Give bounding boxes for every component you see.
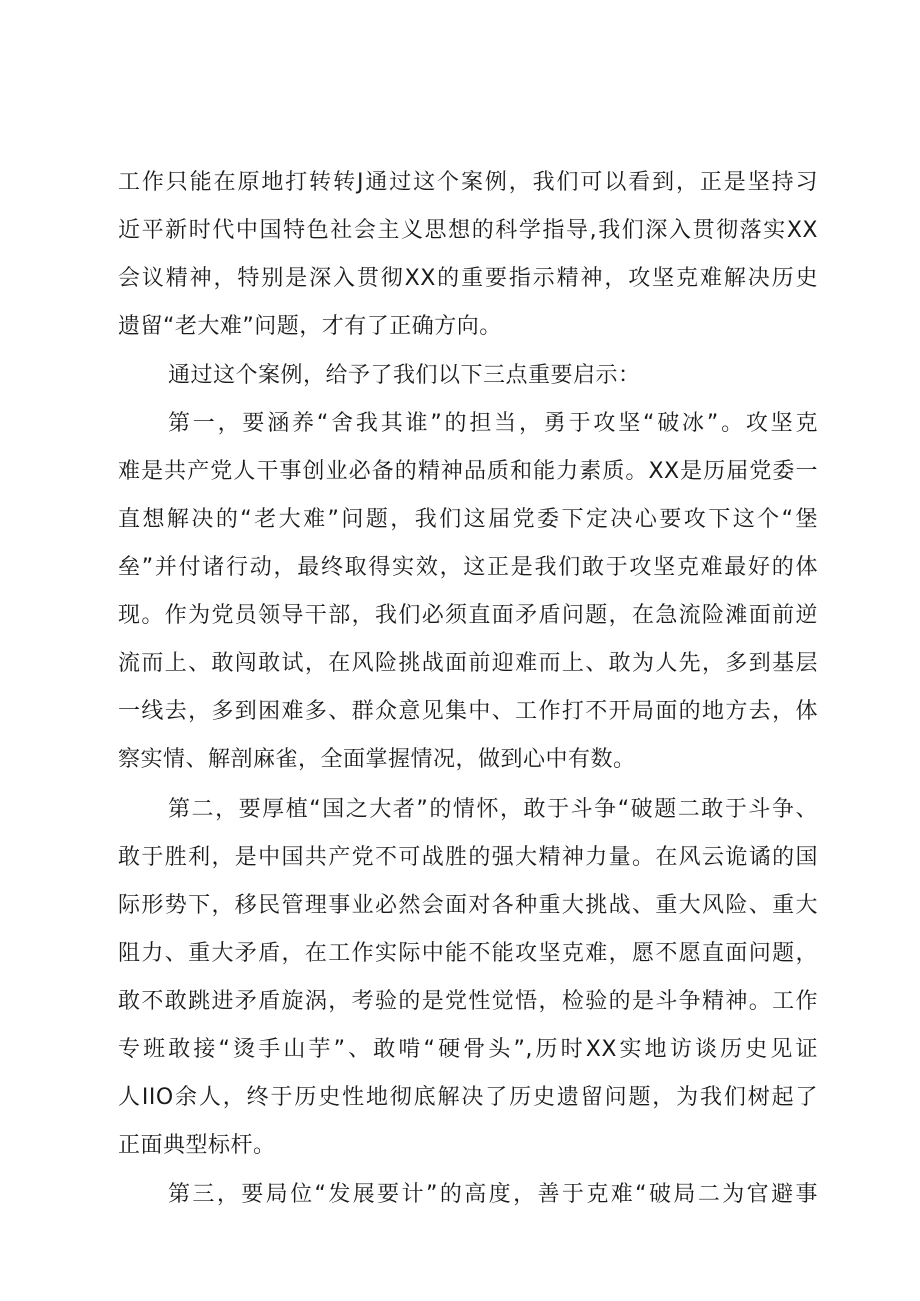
text-line: 现。作为党员领导干部，我们必须直面矛盾问题，在急流险滩面前逆: [118, 603, 818, 628]
text-line: 察实情、解剖麻雀，全面掌握情况，做到心中有数。: [118, 747, 636, 772]
text-line: 人IIO余人，终于历史性地彻底解决了历史遗留问题，为我们树起了: [118, 1085, 818, 1110]
point-three-heading-line: 第三，要局位“发展要计”的高度，善于克难“破局二为官避事: [168, 1182, 818, 1207]
text-line: 敢于胜利，是中国共产党不可战胜的强大精神力量。在风云诡谲的国: [118, 845, 818, 870]
point-two-heading-line: 第二，要厚植“国之大者”的情怀，敢于斗争“破题二敢于斗争、: [168, 797, 818, 822]
text-line: 流而上、敢闯敢试，在风险挑战面前迎难而上、敢为人先，多到基层: [118, 651, 818, 676]
text-line: 一线去，多到困难多、群众意见集中、工作打不开局面的地方去，体: [118, 699, 818, 724]
text-line: 工作只能在原地打转转J通过这个案例，我们可以看到，正是坚持习: [118, 170, 818, 195]
paragraph-intro: 通过这个案例，给予了我们以下三点重要启示：: [168, 363, 641, 388]
text-line: 近平新时代中国特色社会主义思想的科学指导,我们深入贯彻落实XX: [118, 218, 818, 243]
text-line: 正面典型标杆。: [118, 1133, 276, 1158]
text-line: 遗留“老大难”问题，才有了正确方向。: [118, 314, 502, 339]
point-one-heading-line: 第一，要涵养“舍我其谁”的担当，勇于攻坚“破冰”。攻坚克: [168, 411, 818, 436]
text-line: 垒”并付诸行动，最终取得实效，这正是我们敢于攻坚克难最好的体: [118, 555, 818, 580]
text-line: 难是共产党人干事创业必备的精神品质和能力素质。XX是历届党委一: [118, 459, 818, 484]
text-line: 阻力、重大矛盾，在工作实际中能不能攻坚克难，愿不愿直面问题，: [118, 941, 818, 966]
text-line: 际形势下，移民管理事业必然会面对各种重大挑战、重大风险、重大: [118, 893, 818, 918]
text-line: 敢不敢跳进矛盾旋涡，考验的是党性觉悟，检验的是斗争精神。工作: [118, 989, 818, 1014]
text-line: 会议精神，特别是深入贯彻XX的重要指示精神，攻坚克难解决历史: [118, 266, 818, 291]
text-line: 专班敢接“烫手山芋”、敢啃“硬骨头”,历时XX实地访谈历史见证: [118, 1037, 818, 1062]
text-line: 直想解决的“老大难”问题，我们这届党委下定决心要攻下这个“堡: [118, 507, 818, 532]
